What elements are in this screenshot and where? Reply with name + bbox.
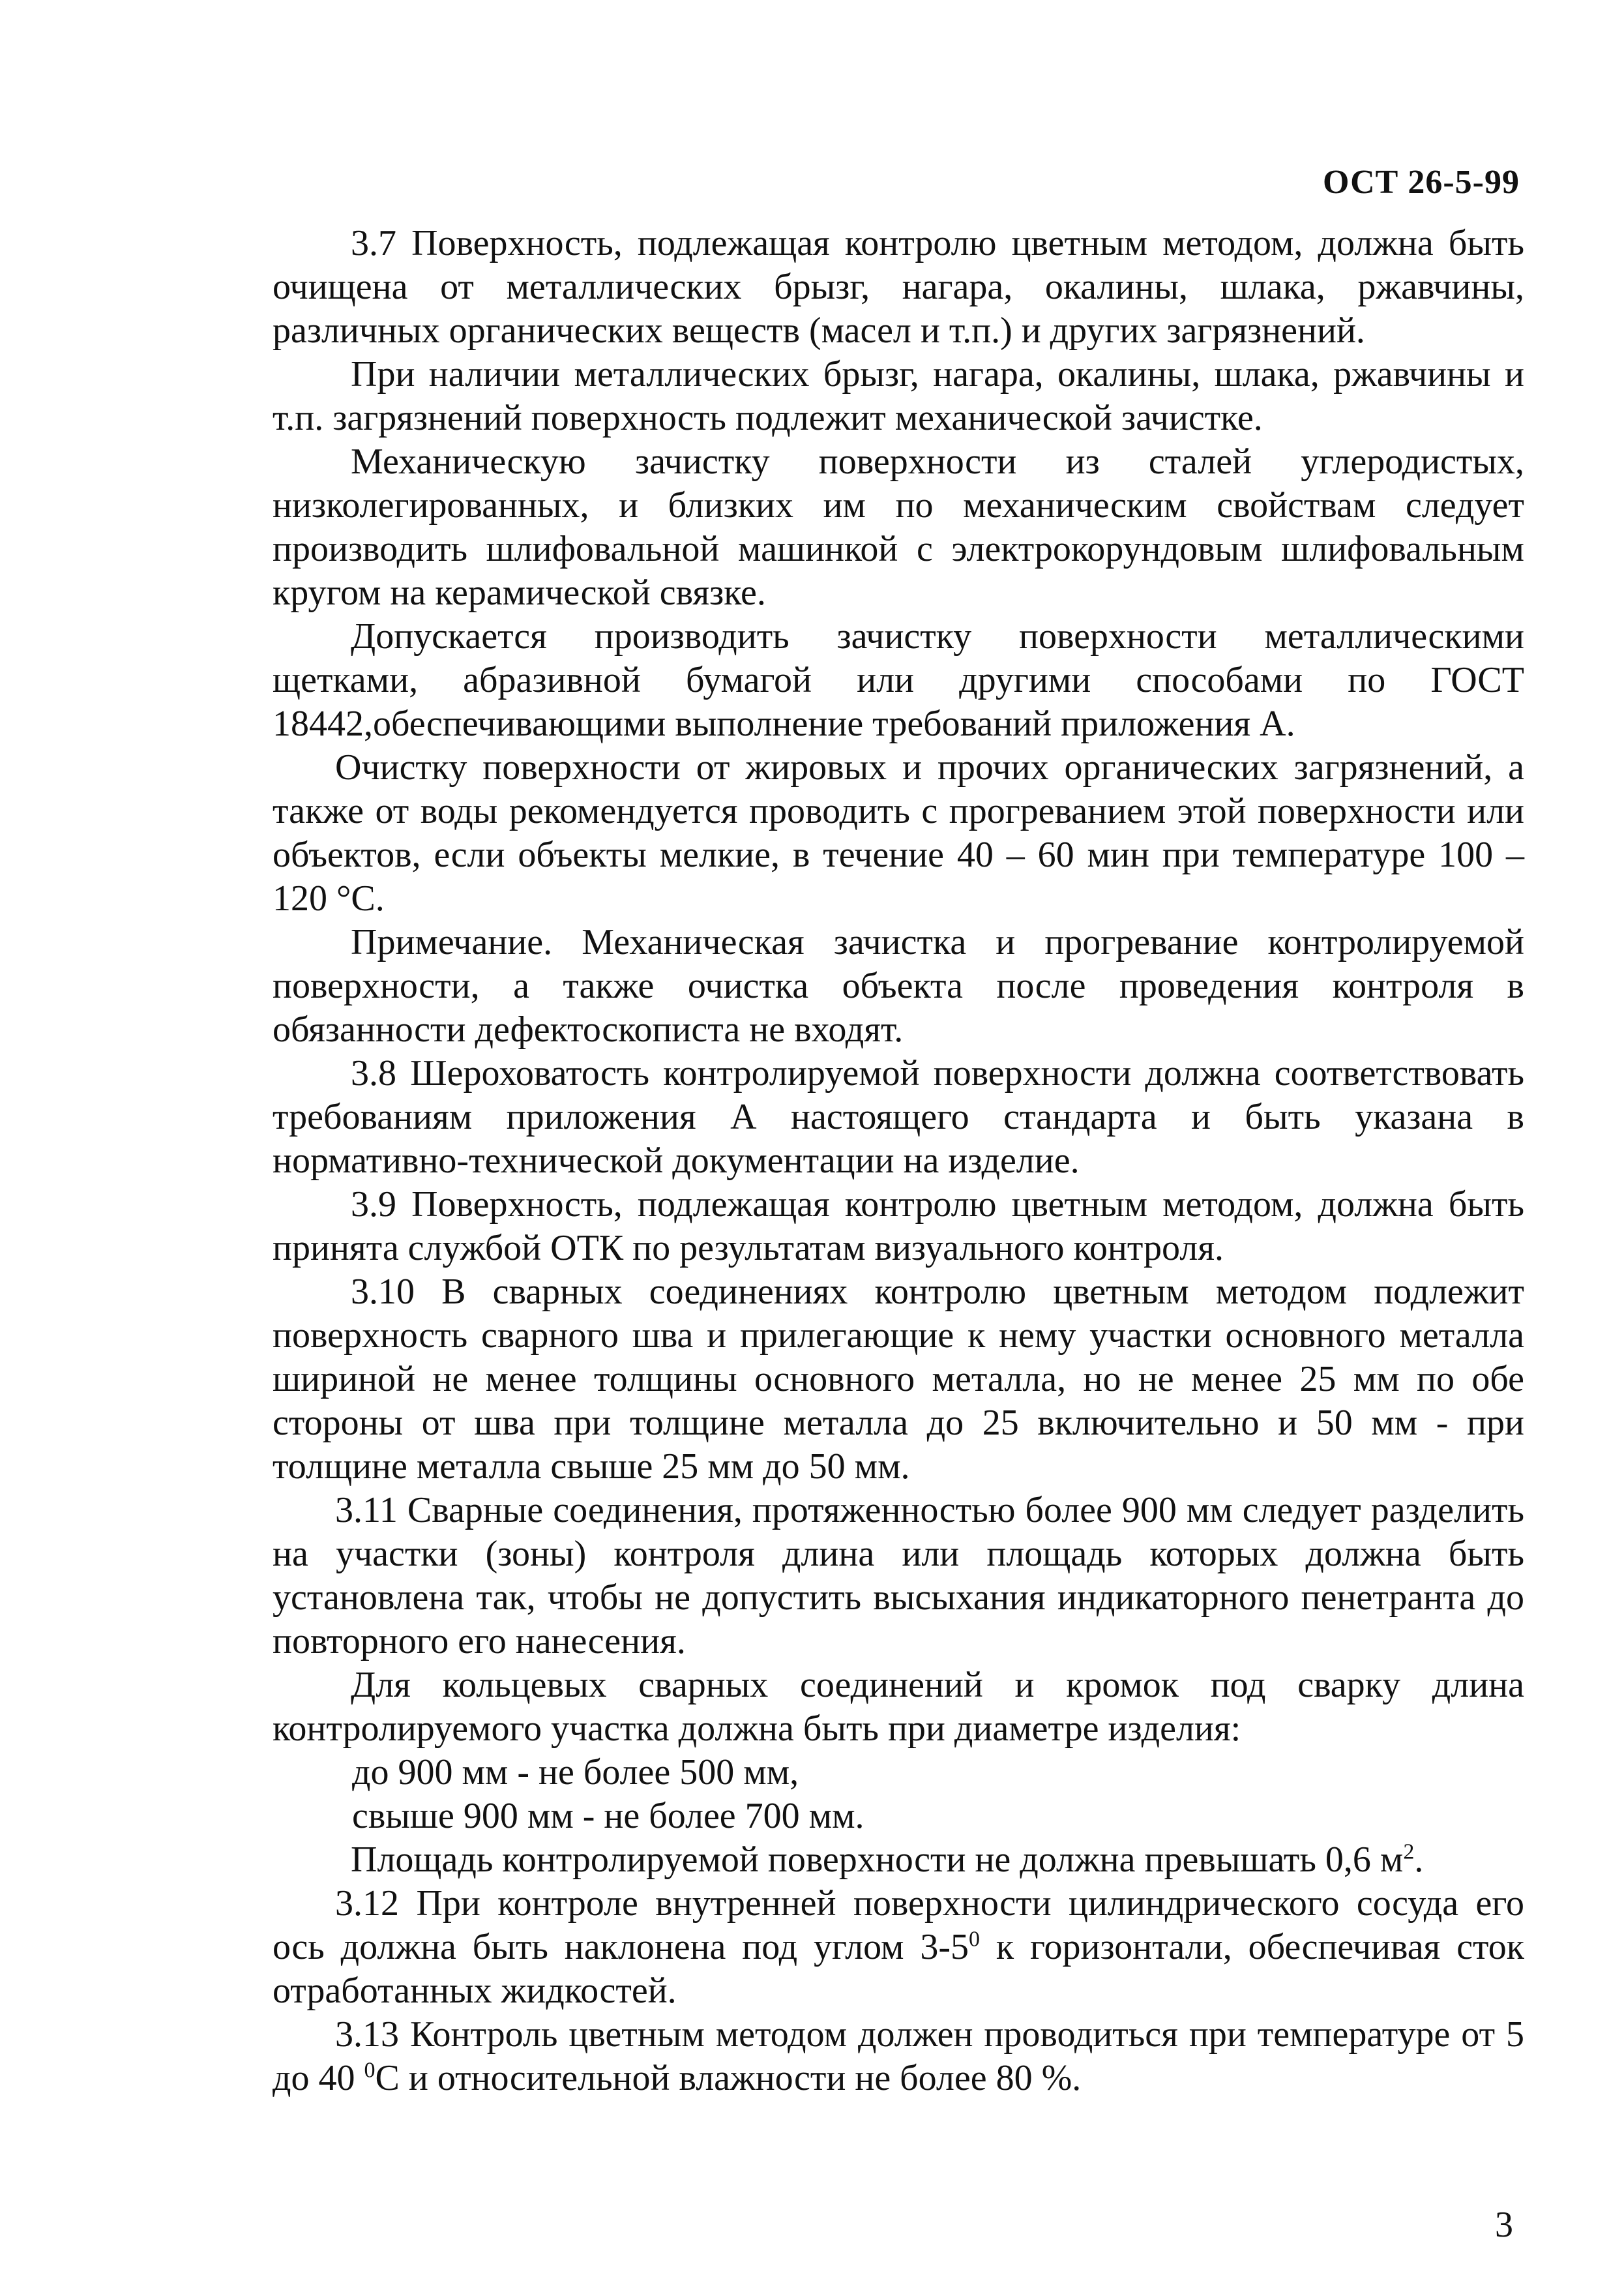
paragraph-mechanical-cleaning: Механическую зачистку поверхности из сталей углеродистых, низколегированных, и близких им по механическим свойствам следует производить шлифовальной машинкой с электрокорундовым шлифовальным кругом на керамической связке. xyxy=(273,441,1524,613)
paragraph-note: Примечание. Механическая зачистка и прогревание контролируемой поверхности, а также очистка объекта после проведения контроля в обязанности дефектоскописта не входят. xyxy=(273,922,1524,1050)
area-text: Площадь контролируемой поверхности не должна превышать 0,6 м xyxy=(351,1839,1404,1880)
area-tail: . xyxy=(1414,1839,1424,1880)
paragraph-allowed-methods: Допускается производить зачистку поверхности металлическими щетками, абразивной бумагой или другими способами по ГОСТ 18442,обеспечивающими выполнение требований приложения А. xyxy=(273,616,1524,744)
paragraph-area-limit xyxy=(273,1838,1524,1882)
p312-text-b: к горизонтали, обеспечивая сток отработанных жидкостей. xyxy=(273,1927,1524,2011)
document-code: ОСТ 26-5-99 xyxy=(1323,164,1520,201)
page-number: 3 xyxy=(1495,2205,1513,2245)
p313-degree-superscript: 0 xyxy=(364,2058,376,2083)
list-item: свыше 900 мм - не более 700 мм. xyxy=(352,1796,864,1836)
paragraph-ring-welds: Для кольцевых сварных соединений и кромок под сварку длина контролируемого участка должна быть при диаметре изделия: xyxy=(273,1665,1524,1749)
paragraph-3-9: 3.9 Поверхность, подлежащая контролю цветным методом, должна быть принята службой ОТК по результатам визуального контроля. xyxy=(273,1184,1524,1268)
paragraph-3-8: 3.8 Шероховатость контролируемой поверхности должна соответствовать требованиям приложения А настоящего стандарта и быть указана в нормативно-технической документации на изделие. xyxy=(273,1053,1524,1181)
paragraph-3-7: 3.7 Поверхность, подлежащая контролю цветным методом, должна быть очищена от металлических брызг, нагара, окалины, шлака, ржавчины, различных органических веществ (масел и т.п.) и других загрязнений. xyxy=(273,223,1524,351)
p312-degree-superscript: 0 xyxy=(969,1927,980,1952)
list-item: до 900 мм - не более 500 мм, xyxy=(352,1752,799,1793)
document-body xyxy=(273,222,1524,2100)
paragraph-3-13 xyxy=(273,2013,1524,2100)
paragraph-3-10: 3.10 В сварных соединениях контролю цветным методом подлежит поверхность сварного шва и прилегающие к нему участки основного металла шириной не менее толщины основного металла, но не менее 25 мм по обе стороны от шва при толщине металла до 25 включительно и 50 мм - при толщине металла свыше 25 мм до 50 мм. xyxy=(273,1272,1524,1487)
p313-text-a: 3.13 Контроль цветным методом должен проводиться при температуре от 5 до 40 xyxy=(273,2014,1524,2098)
paragraph-degreasing: Очистку поверхности от жировых и прочих органических загрязнений, а также от воды рекомендуется проводить с прогреванием этой поверхности или объектов, если объекты мелкие, в течение 40 – 60 мин при температуре 100 – 120 °С. xyxy=(273,747,1524,919)
paragraph-3-11: 3.11 Сварные соединения, протяженностью более 900 мм следует разделить на участки (зоны) контроля длина или площадь которых должна быть установлена так, чтобы не допустить высыхания индикаторного пенетранта до повторного его нанесения. xyxy=(273,1490,1524,1661)
paragraph-3-12 xyxy=(273,1882,1524,2013)
area-superscript: 2 xyxy=(1403,1839,1415,1864)
p312-text-a: 3.12 При контроле внутренней поверхности цилиндрического сосуда его ось должна быть наклонена под углом 3-5 xyxy=(273,1883,1524,1967)
p313-text-b: С и относительной влажности не более 80 %. xyxy=(375,2058,1082,2098)
paragraph-contaminants: При наличии металлических брызг, нагара, окалины, шлака, ржавчины и т.п. загрязнений поверхность подлежит механической зачистке. xyxy=(273,354,1524,438)
